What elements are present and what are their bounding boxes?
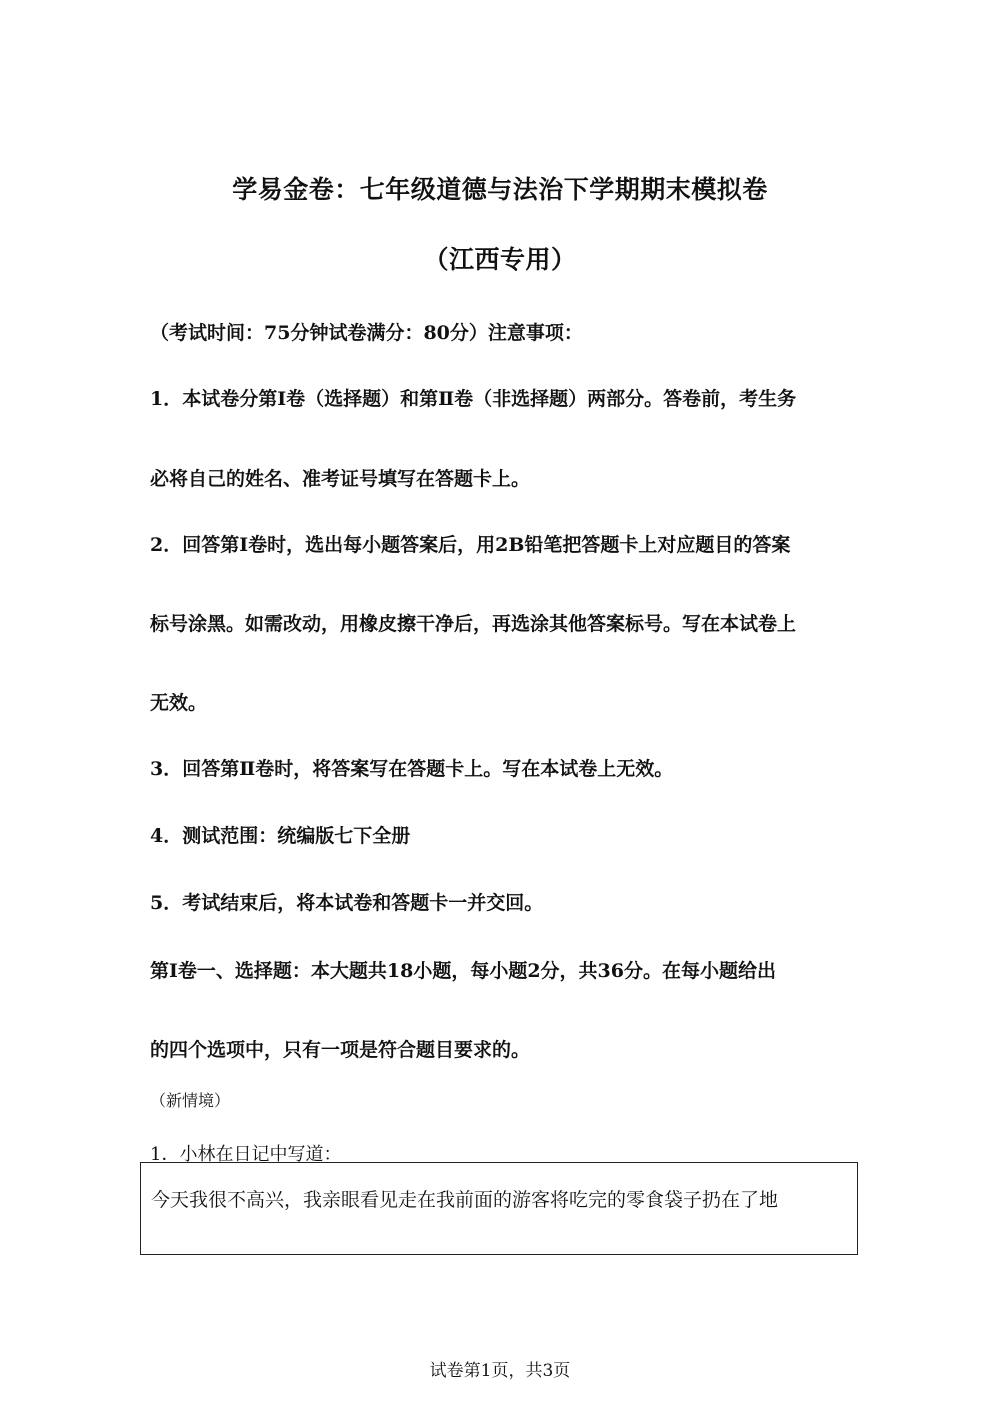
page-footer: 试卷第1页，共3页 xyxy=(429,1361,571,1381)
note-1-line-1: 1．本试卷分第Ⅰ卷（选择题）和第Ⅱ卷（非选择题）两部分。答卷前，考生务 xyxy=(150,388,797,410)
note-2-line-3: 无效。 xyxy=(150,692,208,714)
diary-excerpt-text: 今天我很不高兴，我亲眼看见走在我前面的游客将吃完的零食袋子扔在了地 xyxy=(151,1189,779,1211)
note-5: 5．考试结束后，将本试卷和答题卡一并交回。 xyxy=(150,892,544,914)
note-2-line-2: 标号涂黑。如需改动，用橡皮擦干净后，再选涂其他答案标号。写在本试卷上 xyxy=(150,613,797,635)
exam-subtitle: （江西专用） xyxy=(423,245,577,274)
section-heading-line-2: 的四个选项中，只有一项是符合题目要求的。 xyxy=(150,1039,531,1061)
diary-excerpt-box xyxy=(140,1162,858,1255)
scenario-tag: （新情境） xyxy=(150,1091,231,1110)
exam-info: （考试时间：75分钟试卷满分：80分）注意事项： xyxy=(150,322,583,344)
note-4: 4．测试范围：统编版七下全册 xyxy=(150,825,411,847)
section-heading-line-1: 第Ⅰ卷一、选择题：本大题共18小题，每小题2分，共36分。在每小题给出 xyxy=(150,960,776,982)
note-3: 3．回答第Ⅱ卷时，将答案写在答题卡上。写在本试卷上无效。 xyxy=(150,758,674,780)
question-1-stem: 1．小林在日记中写道： xyxy=(150,1144,342,1165)
note-2-line-1: 2．回答第Ⅰ卷时，选出每小题答案后，用2B铅笔把答题卡上对应题目的答案 xyxy=(150,534,791,556)
exam-title: 学易金卷：七年级道德与法治下学期期末模拟卷 xyxy=(232,175,768,204)
note-1-line-2: 必将自己的姓名、准考证号填写在答题卡上。 xyxy=(150,468,531,490)
